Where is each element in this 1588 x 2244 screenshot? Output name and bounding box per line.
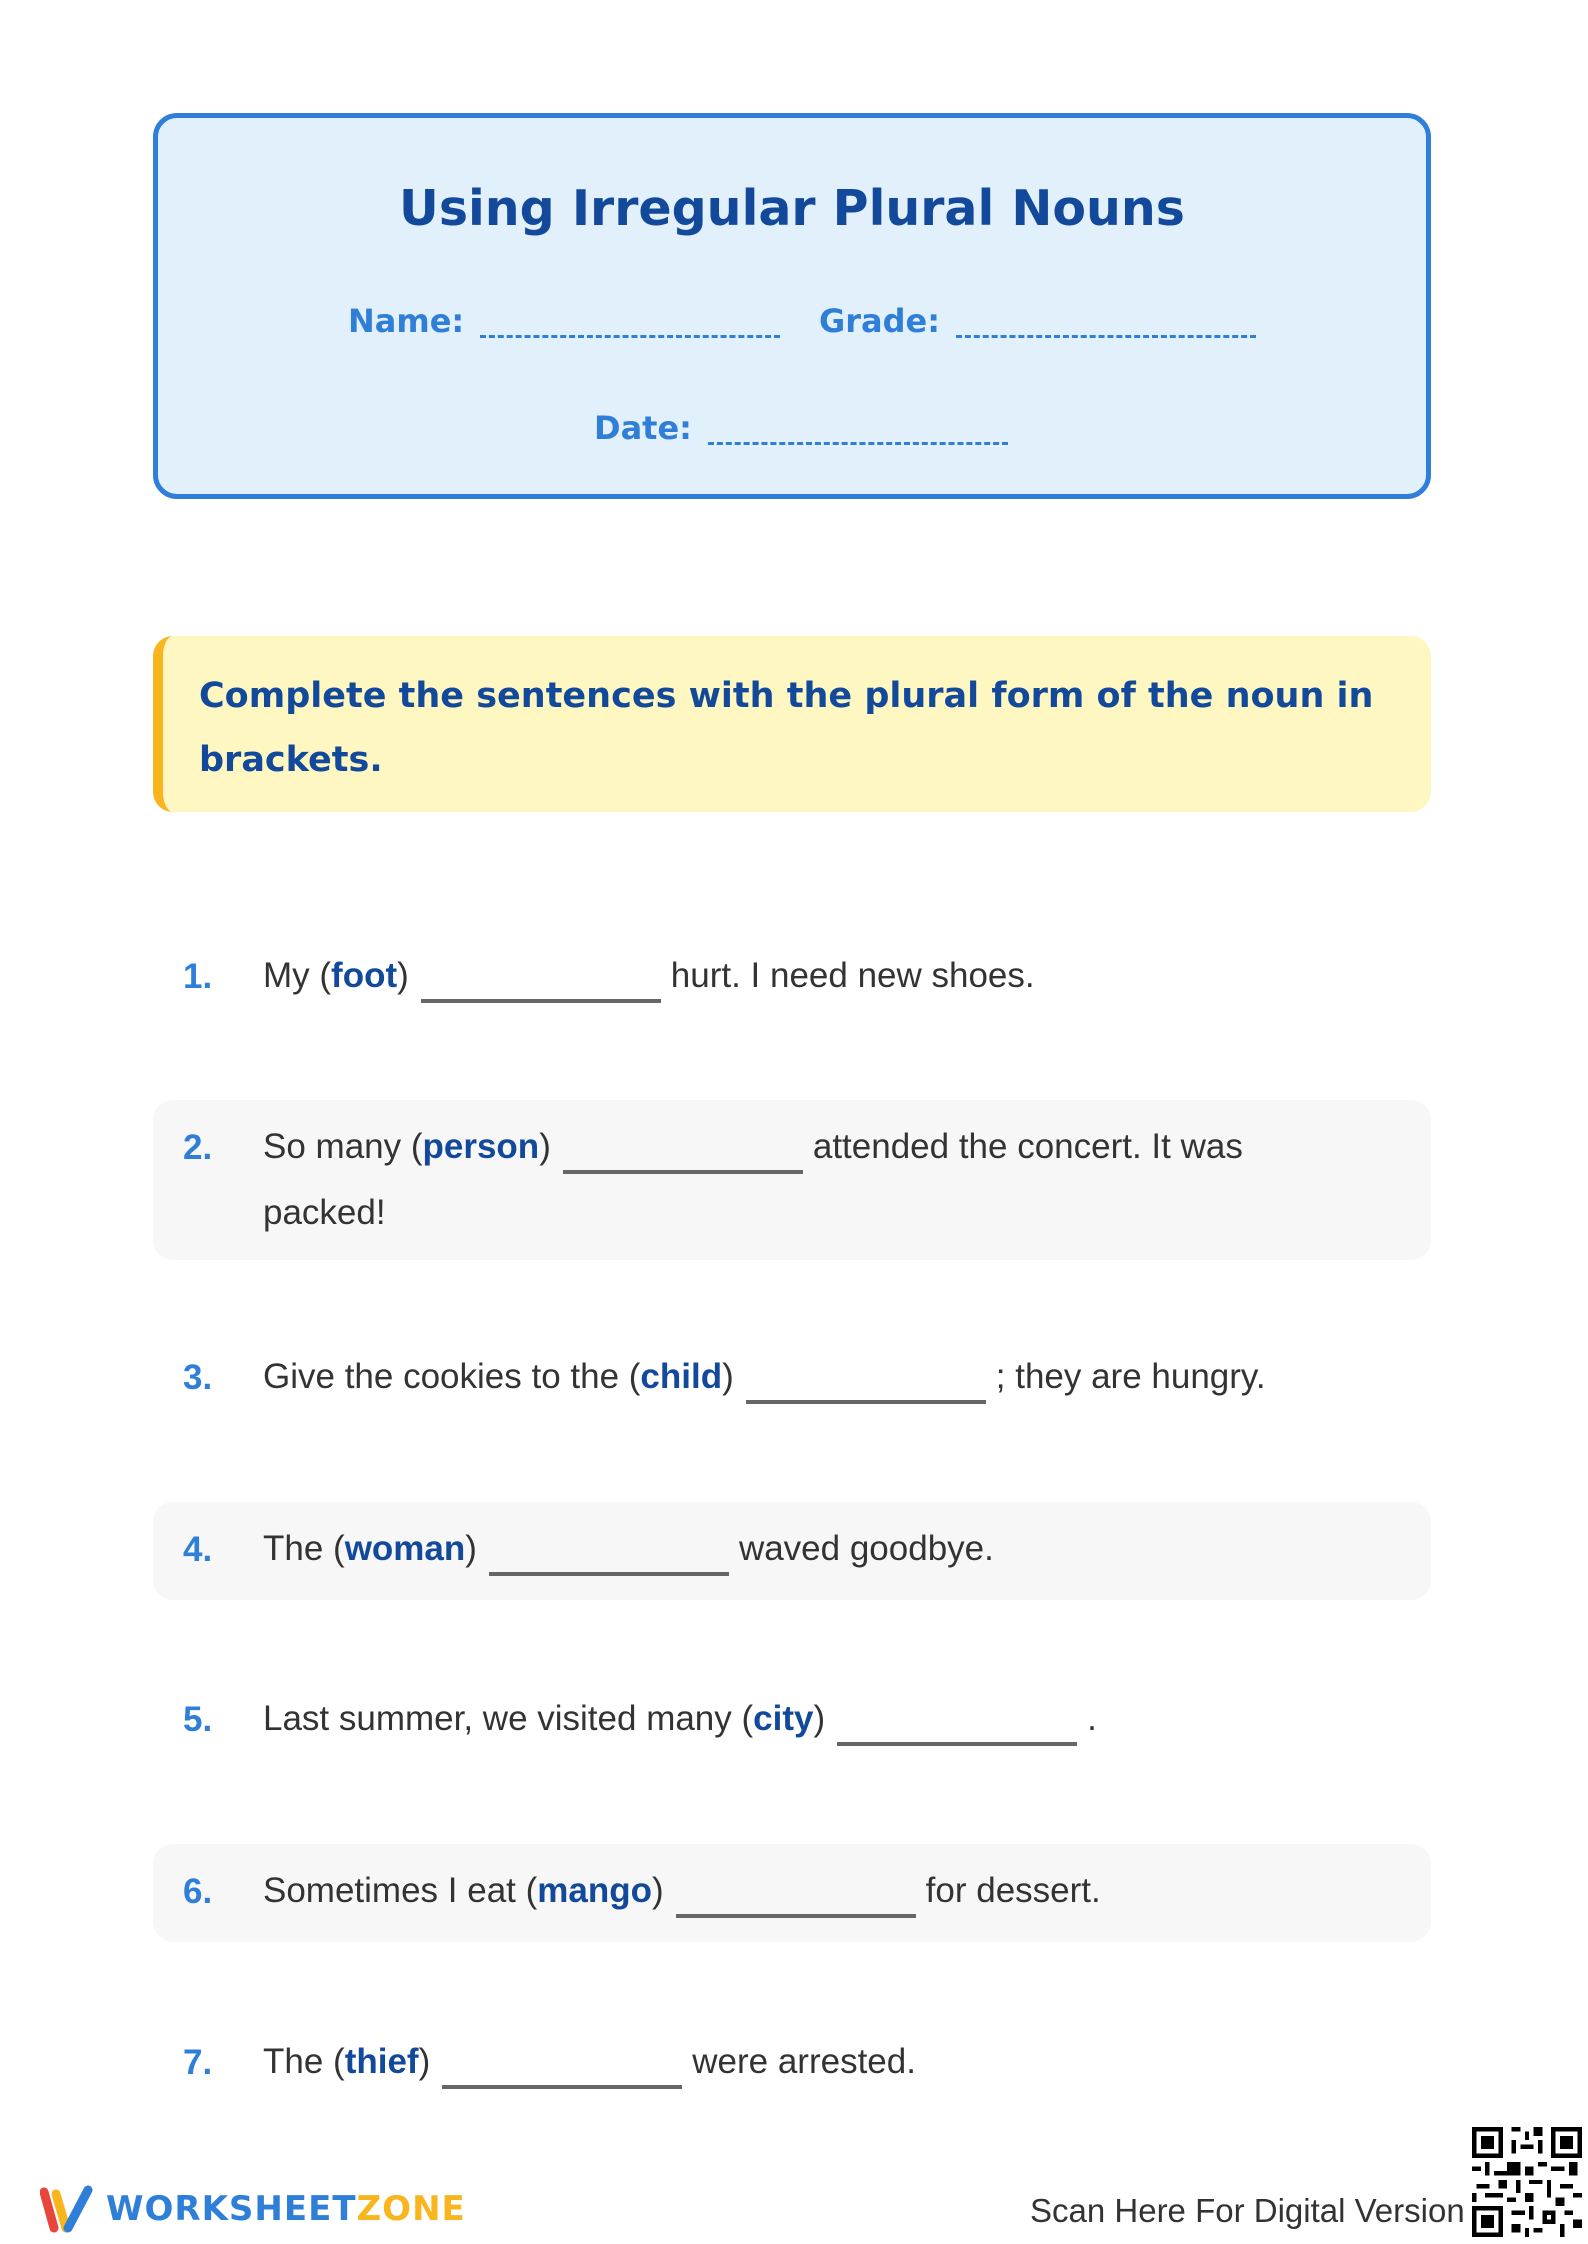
question-item: [153, 1100, 1431, 1260]
instruction-text: Complete the sentences with the plural form of the noun in brackets.: [199, 676, 1374, 780]
date-label: Date:: [594, 409, 692, 447]
noun-word: child: [640, 1357, 723, 1396]
answer-blank[interactable]: [676, 1884, 916, 1918]
question-item: [153, 943, 1431, 1009]
question-number: 5.: [183, 1700, 213, 1739]
noun-word: city: [753, 1699, 814, 1738]
question-number: 1.: [183, 957, 213, 996]
noun-word: mango: [537, 1871, 652, 1910]
question-sentence: The (woman) waved goodbye.: [263, 1516, 1431, 1582]
noun-word: thief: [344, 2042, 419, 2081]
answer-blank[interactable]: [489, 1542, 729, 1576]
noun-word: person: [422, 1127, 540, 1166]
question-item: [153, 1502, 1431, 1600]
noun-word: foot: [331, 956, 398, 995]
answer-blank[interactable]: [442, 2055, 682, 2089]
worksheetzone-logo-icon: [40, 2184, 96, 2234]
answer-blank[interactable]: [746, 1370, 986, 1404]
question-sentence: Sometimes I eat (mango) for dessert.: [263, 1858, 1431, 1924]
question-number: 3.: [183, 1358, 213, 1397]
worksheet-title: Using Irregular Plural Nouns: [399, 180, 1185, 237]
question-number: 2.: [183, 1128, 213, 1167]
question-item: [153, 2029, 1431, 2095]
question-item: [153, 1844, 1431, 1942]
scan-caption: Scan Here For Digital Version: [1030, 2192, 1465, 2229]
question-sentence: The (thief) were arrested.: [263, 2029, 1431, 2095]
question-sentence: Give the cookies to the (child) ; they are hungry.: [263, 1344, 1431, 1410]
answer-blank[interactable]: [563, 1140, 803, 1174]
date-field: [594, 409, 1008, 447]
question-number: 6.: [183, 1872, 213, 1911]
grade-label: Grade:: [819, 302, 941, 340]
name-blank[interactable]: [480, 335, 780, 338]
question-item: [153, 1344, 1431, 1410]
grade-field: [819, 302, 1256, 340]
noun-word: woman: [344, 1529, 466, 1568]
header-box: [153, 113, 1431, 499]
question-number: 7.: [183, 2043, 213, 2082]
answer-blank[interactable]: [421, 969, 661, 1003]
brand-name: WORKSHEETZONE: [106, 2189, 466, 2229]
instruction-box: [153, 636, 1431, 812]
name-field: [348, 302, 780, 340]
question-sentence: Last summer, we visited many (city) .: [263, 1686, 1431, 1752]
question-number: 4.: [183, 1530, 213, 1569]
date-blank[interactable]: [708, 442, 1008, 445]
name-label: Name:: [348, 302, 465, 340]
grade-blank[interactable]: [956, 335, 1256, 338]
question-sentence: So many (person) attended the concert. It was packed!: [263, 1127, 1243, 1232]
qr-code-icon[interactable]: [1472, 2126, 1582, 2238]
brand-logo: [40, 2184, 466, 2234]
question-sentence: My (foot) hurt. I need new shoes.: [263, 943, 1431, 1009]
answer-blank[interactable]: [837, 1712, 1077, 1746]
question-item: [153, 1686, 1431, 1752]
